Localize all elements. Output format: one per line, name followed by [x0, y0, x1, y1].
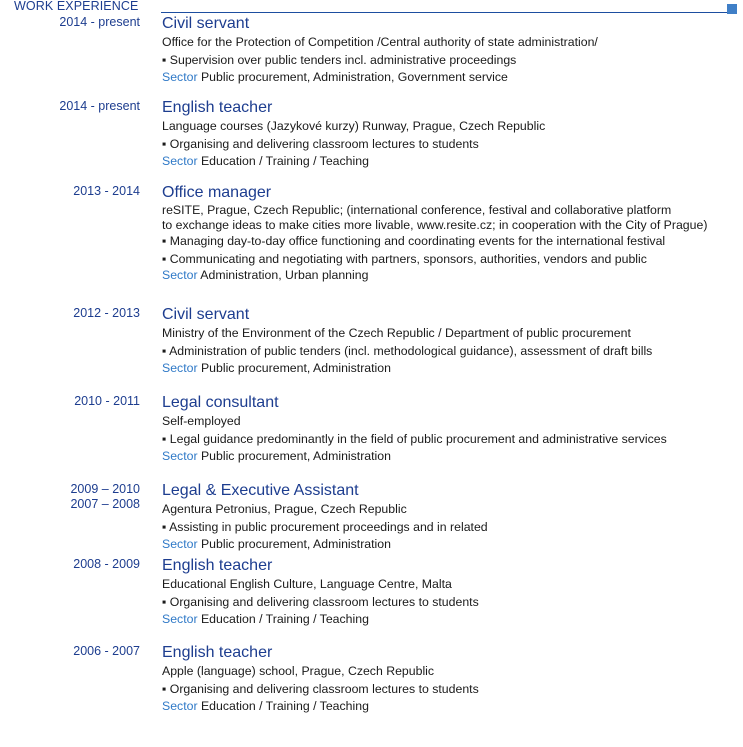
date-range: 2013 - 2014 — [73, 184, 140, 198]
sector-label: Sector — [162, 154, 198, 168]
duty-bullet: ▪ Organising and delivering classroom lectures to students — [162, 136, 479, 151]
sector-label: Sector — [162, 449, 198, 463]
section-divider — [161, 12, 729, 13]
sector-line — [162, 268, 737, 283]
sector-value: Public procurement, Administration — [197, 537, 391, 551]
duty-bullet: ▪ Supervision over public tenders incl. administrative proceedings — [162, 52, 517, 67]
sector-value: Education / Training / Teaching — [197, 699, 369, 713]
duty-bullet: ▪ Communicating and negotiating with partners, sponsors, authorities, vendors and public — [162, 251, 647, 266]
date-range: 2012 - 2013 — [73, 306, 140, 320]
sector-label: Sector — [162, 612, 198, 626]
date-range: 2007 – 2008 — [70, 497, 140, 511]
job-title: Office manager — [162, 184, 272, 201]
job-title: Legal & Executive Assistant — [162, 482, 359, 499]
job-title: English teacher — [162, 644, 273, 661]
job-title: English teacher — [162, 99, 273, 116]
employer-continued: to exchange ideas to make cities more livable, www.resite.cz; in cooperation with the City of Prague) — [162, 218, 708, 232]
sector-line — [162, 611, 737, 629]
duty-bullet: ▪ Managing day-to-day office functioning and coordinating events for the international festival — [162, 234, 666, 248]
job-title: English teacher — [162, 557, 273, 574]
employer: Educational English Culture, Language Centre, Malta — [162, 577, 452, 591]
entry-dates — [73, 184, 140, 199]
job-title: Civil servant — [162, 15, 250, 32]
entry-dates — [59, 15, 140, 30]
date-range: 2014 - present — [59, 15, 140, 29]
entry-dates — [73, 306, 140, 321]
date-range: 2006 - 2007 — [73, 644, 140, 658]
duty-bullet: ▪ Administration of public tenders (incl. methodological guidance), assessment of draft bills — [162, 343, 653, 358]
job-title: Legal consultant — [162, 394, 279, 411]
duty-bullet: ▪ Organising and delivering classroom lectures to students — [162, 681, 479, 696]
entry-dates — [73, 644, 140, 659]
sector-value: Administration, Urban planning — [197, 268, 369, 282]
date-range: 2010 - 2011 — [74, 394, 140, 408]
duty-bullet: ▪ Assisting in public procurement proceedings and in related — [162, 519, 488, 534]
entry-dates — [73, 557, 140, 572]
sector-value: Education / Training / Teaching — [197, 154, 369, 168]
sector-line — [162, 360, 737, 378]
employer: Self-employed — [162, 414, 241, 428]
sector-line — [162, 69, 737, 87]
employer: Ministry of the Environment of the Czech Republic / Department of public procurement — [162, 326, 631, 340]
date-range: 2009 – 2010 — [70, 482, 140, 496]
sector-label: Sector — [162, 268, 198, 282]
sector-line — [162, 536, 737, 554]
entry-dates — [70, 482, 140, 512]
sector-label: Sector — [162, 699, 198, 713]
duty-bullet: ▪ Legal guidance predominantly in the field of public procurement and administrative services — [162, 431, 667, 446]
employer: Office for the Protection of Competition /Central authority of state administration/ — [162, 35, 598, 49]
entry-dates — [59, 99, 140, 114]
employer: Apple (language) school, Prague, Czech Republic — [162, 664, 435, 678]
date-range: 2008 - 2009 — [73, 557, 140, 571]
sector-line — [162, 698, 737, 716]
sector-value: Public procurement, Administration, Government service — [197, 70, 508, 84]
sector-label: Sector — [162, 537, 198, 551]
sector-line — [162, 448, 737, 466]
sector-value: Public procurement, Administration — [197, 361, 391, 375]
section-title: WORK EXPERIENCE — [14, 0, 139, 13]
sector-line — [162, 153, 737, 171]
employer: Language courses (Jazykové kurzy) Runway, Prague, Czech Republic — [162, 119, 546, 133]
date-range: 2014 - present — [59, 99, 140, 113]
employer: Agentura Petronius, Prague, Czech Republic — [162, 502, 407, 516]
sector-label: Sector — [162, 361, 198, 375]
sector-label: Sector — [162, 70, 198, 84]
entry-dates — [74, 394, 140, 409]
duty-bullet: ▪ Organising and delivering classroom lectures to students — [162, 594, 479, 609]
job-title: Civil servant — [162, 306, 250, 323]
sector-value: Education / Training / Teaching — [197, 612, 369, 626]
employer: reSITE, Prague, Czech Republic; (international conference, festival and collaborative platform — [162, 203, 672, 217]
sector-value: Public procurement, Administration — [197, 449, 391, 463]
corner-marker — [727, 4, 737, 14]
